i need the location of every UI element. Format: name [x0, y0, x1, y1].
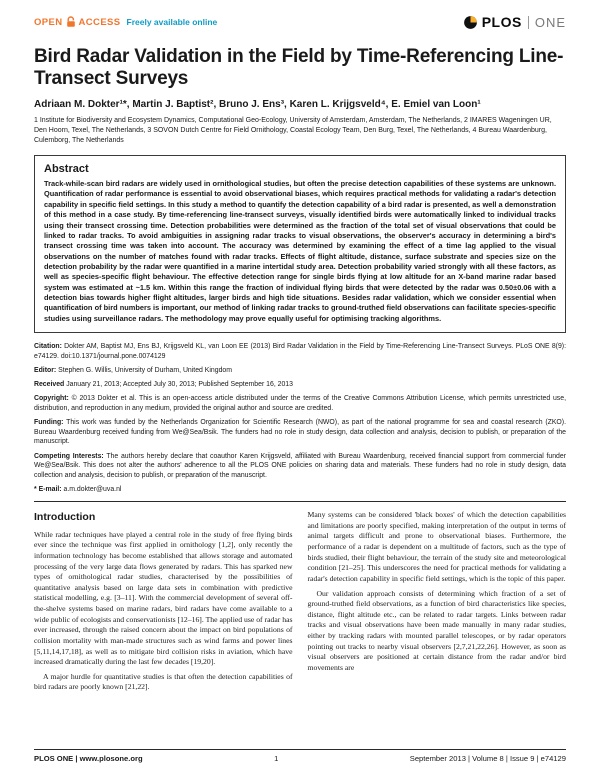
open-access-badge — [34, 16, 217, 28]
abstract-text: Track-while-scan bird radars are widely used in ornithological studies, but often the precise detection capabilities of these systems are unknown. Quantification of radar performance is essential to avoid observational biases, which requires practical methods for validating a radar's detection capability in specific field settings. In this study a method to quantify the detection capability of a bird radar is presented, as well a demonstration of this method in a case study. By time-referencing line-transect surveys, visually identified birds were automatically linked to individual tracks using their transect crossing time. Detection probabilities were determined as the fraction of the total set of visual observations that could be linked to radar tracks. To avoid ambiguities in assigning radar tracks to visual observations, the observer's accuracy in determining a bird's transect crossing time was taken into account. The accuracy was determined by examining the effect of a time lag applied to the visual observations on the number of matches found with radar tracks. Effects of flight altitude, distance, surface substrate and species size on the detection probability by the radar were quantified in a marine intertidal study area. Detection probability varied strongly with all these factors, as well as species-specific flight behaviour. The effective detection range for single birds flying at low altitude for an X-band marine radar based system was estimated at ~1.5 km. Within this range the fraction of individual flying birds that were detected by the radar was 0.50±0.06 with a detection bias towards higher flight altitudes, larger birds and high tide situations. Besides radar validation, which we consider essential when quantification of bird numbers is important, our method of linking radar tracks to ground-truthed field observations can facilitate species-specific studies using surveillance radars. The methodology may prove equally useful for optimising tracking algorithms. — [44, 179, 556, 323]
intro-paragraph: While radar techniques have played a central role in the study of free flying birds ever since the technique was first applied in ornithology [1,2], only recently the information technology has become established that allows storage and automated processing of the very large data flows generated by radars. This has sparked new types of ornithological radar studies, characterised by the possibilities of quantitative analysis based on large data sets in combination with predictive statistical modelling, e.g. [3–11]. With the commercial development of several off-the-shelve systems based on marine radars, bird radars have come available to a wide public of ecologists and conservationists [12–16]. The applied use of radar has ever increased, through the raised concern about the impact on bird populations of collision mortality with man-made structures such as wind farms and power lines [5,11,14,17,18], as well as to mitigate bird collision risks in aviation, which have increased dramatically during the last few decades [19,20]. — [34, 529, 293, 667]
intro-paragraph: A major hurdle for quantitative studies is that often the detection capabilities of bird radars are poorly known [21,22]. — [34, 671, 293, 692]
open-lock-icon — [66, 16, 76, 28]
competing-interests-text: The authors hereby declare that coauthor Karen Krijgsveld, affiliated with Bureau Waardenburg, received financial support from commercial funder We@Sea/Bsik. This does not alter the authors' adherence to all the PLOS ONE policies on sharing data and materials. These funders had no role in study design, data collection and analysis, decision to publish, or preparation of the manuscript. — [34, 452, 566, 479]
copyright-label: Copyright: — [34, 395, 69, 403]
funding-line — [34, 418, 566, 447]
email-line — [34, 485, 566, 495]
open-access-label-open: OPEN — [34, 16, 63, 28]
page-number: 1 — [274, 754, 279, 763]
abstract-section — [34, 155, 566, 333]
citation-line — [34, 342, 566, 361]
one-wordmark: ONE — [534, 14, 566, 30]
funding-text: This work was funded by the Netherlands Organization for Scientific Research (NWO), as part of the national programme for sea and coastal research (ZKO). Bureau Waardenburg received funding from We@Sea/Bsik. The funders had no role in study design, data collection and analysis, decision to publish, or preparation of the manuscript. — [34, 419, 566, 446]
introduction-heading: Introduction — [34, 511, 96, 524]
plos-one-logo — [463, 14, 566, 30]
article-title: Bird Radar Validation in the Field by Time-Referencing Line-Transect Surveys — [34, 46, 564, 89]
affiliations: 1 Institute for Biodiversity and Ecosystem Dynamics, Computational Geo-Ecology, University of Amsterdam, Amsterdam, The Netherlands, 2 IMARES Wageningen UR, Den Hoorn, Texel, The Netherlands, 3 SOVON Dutch Centre for Field Ornithology, Coastal Ecology Team, Den Burg, Texel, The Netherlands, 4 Bureau Waardenburg, Culemborg, The Netherlands — [34, 116, 552, 144]
copyright-text: © 2013 Dokter et al. This is an open-access article distributed under the terms of the Creative Commons Attribution License, which permits unrestricted use, distribution, and reproduction in any medium, provided the original author and source are credited. — [34, 395, 566, 412]
footer-journal: PLOS ONE | www.plosone.org — [34, 754, 143, 763]
dates-text: January 21, 2013; Accepted July 30, 2013; Published September 16, 2013 — [66, 381, 293, 389]
email-address: a.m.dokter@uva.nl — [63, 486, 122, 494]
received-label: Received — [34, 381, 65, 389]
abstract-heading: Abstract — [44, 163, 89, 176]
plos-logo-icon — [463, 15, 478, 30]
copyright-line — [34, 394, 566, 413]
dates-line — [34, 380, 566, 390]
intro-paragraph: Our validation approach consists of determining which fraction of a set of ground-truthed field observations, as a function of bird characteristics like species, distance, flight altitude etc., can be related to radar targets. Links between radar tracks and visual observations have been made manually in many radar studies, either by tracking radars with mounted parallel telescopes, or by radar operators pointing out tracks to nearby visual observers [2,7,21,22,26]. However, as soon as visual observers are positioned at certain distance from the radar and/or bird movements are — [307, 588, 566, 672]
competing-interests-line — [34, 452, 566, 481]
email-label: * E-mail: — [34, 486, 62, 494]
editor-text: Stephen G. Willis, University of Durham, United Kingdom — [58, 366, 232, 374]
right-column — [308, 510, 567, 697]
logo-divider — [528, 16, 529, 29]
editor-line — [34, 366, 566, 376]
funding-label: Funding: — [34, 419, 64, 427]
citation-label: Citation: — [34, 343, 62, 351]
left-column — [34, 510, 293, 697]
article-body — [34, 510, 566, 697]
freely-available-tagline: Freely available online — [126, 17, 218, 27]
page-header — [34, 14, 566, 30]
section-divider — [34, 501, 566, 502]
plos-wordmark: PLOS — [481, 14, 522, 30]
intro-paragraph: Many systems can be considered 'black boxes' of which the detection capabilities and limitations are poorly specified, making interpretation of the output in terms of animal targets difficult and prone to observational biases. Furthermore, the performance of a radar is dependent on a multitude of factors, such as the type of birds studied, their flight behaviour, the terrain of the study site and meteorological condition [21–25]. This underscores the need for practical methods for validating a radar's detection capability in specific field settings, which is the topic of this paper. — [307, 510, 566, 583]
footer-issue-info: September 2013 | Volume 8 | Issue 9 | e74129 — [409, 754, 566, 763]
competing-interests-label: Competing Interests: — [34, 452, 104, 460]
article-metadata — [34, 342, 566, 499]
page-footer — [34, 749, 566, 763]
author-list: Adriaan M. Dokter¹*, Martin J. Baptist², Bruno J. Ens³, Karen L. Krijgsveld⁴, E. Emiel van Loon¹ — [34, 98, 481, 110]
citation-text: Dokter AM, Baptist MJ, Ens BJ, Krijgsveld KL, van Loon EE (2013) Bird Radar Validation in the Field by Time-Referencing Line-Transect Surveys. PLoS ONE 8(9): e74129. doi:10.1371/journal.pone.0074129 — [34, 343, 567, 360]
editor-label: Editor: — [34, 366, 57, 374]
open-access-label-access: ACCESS — [78, 16, 121, 28]
